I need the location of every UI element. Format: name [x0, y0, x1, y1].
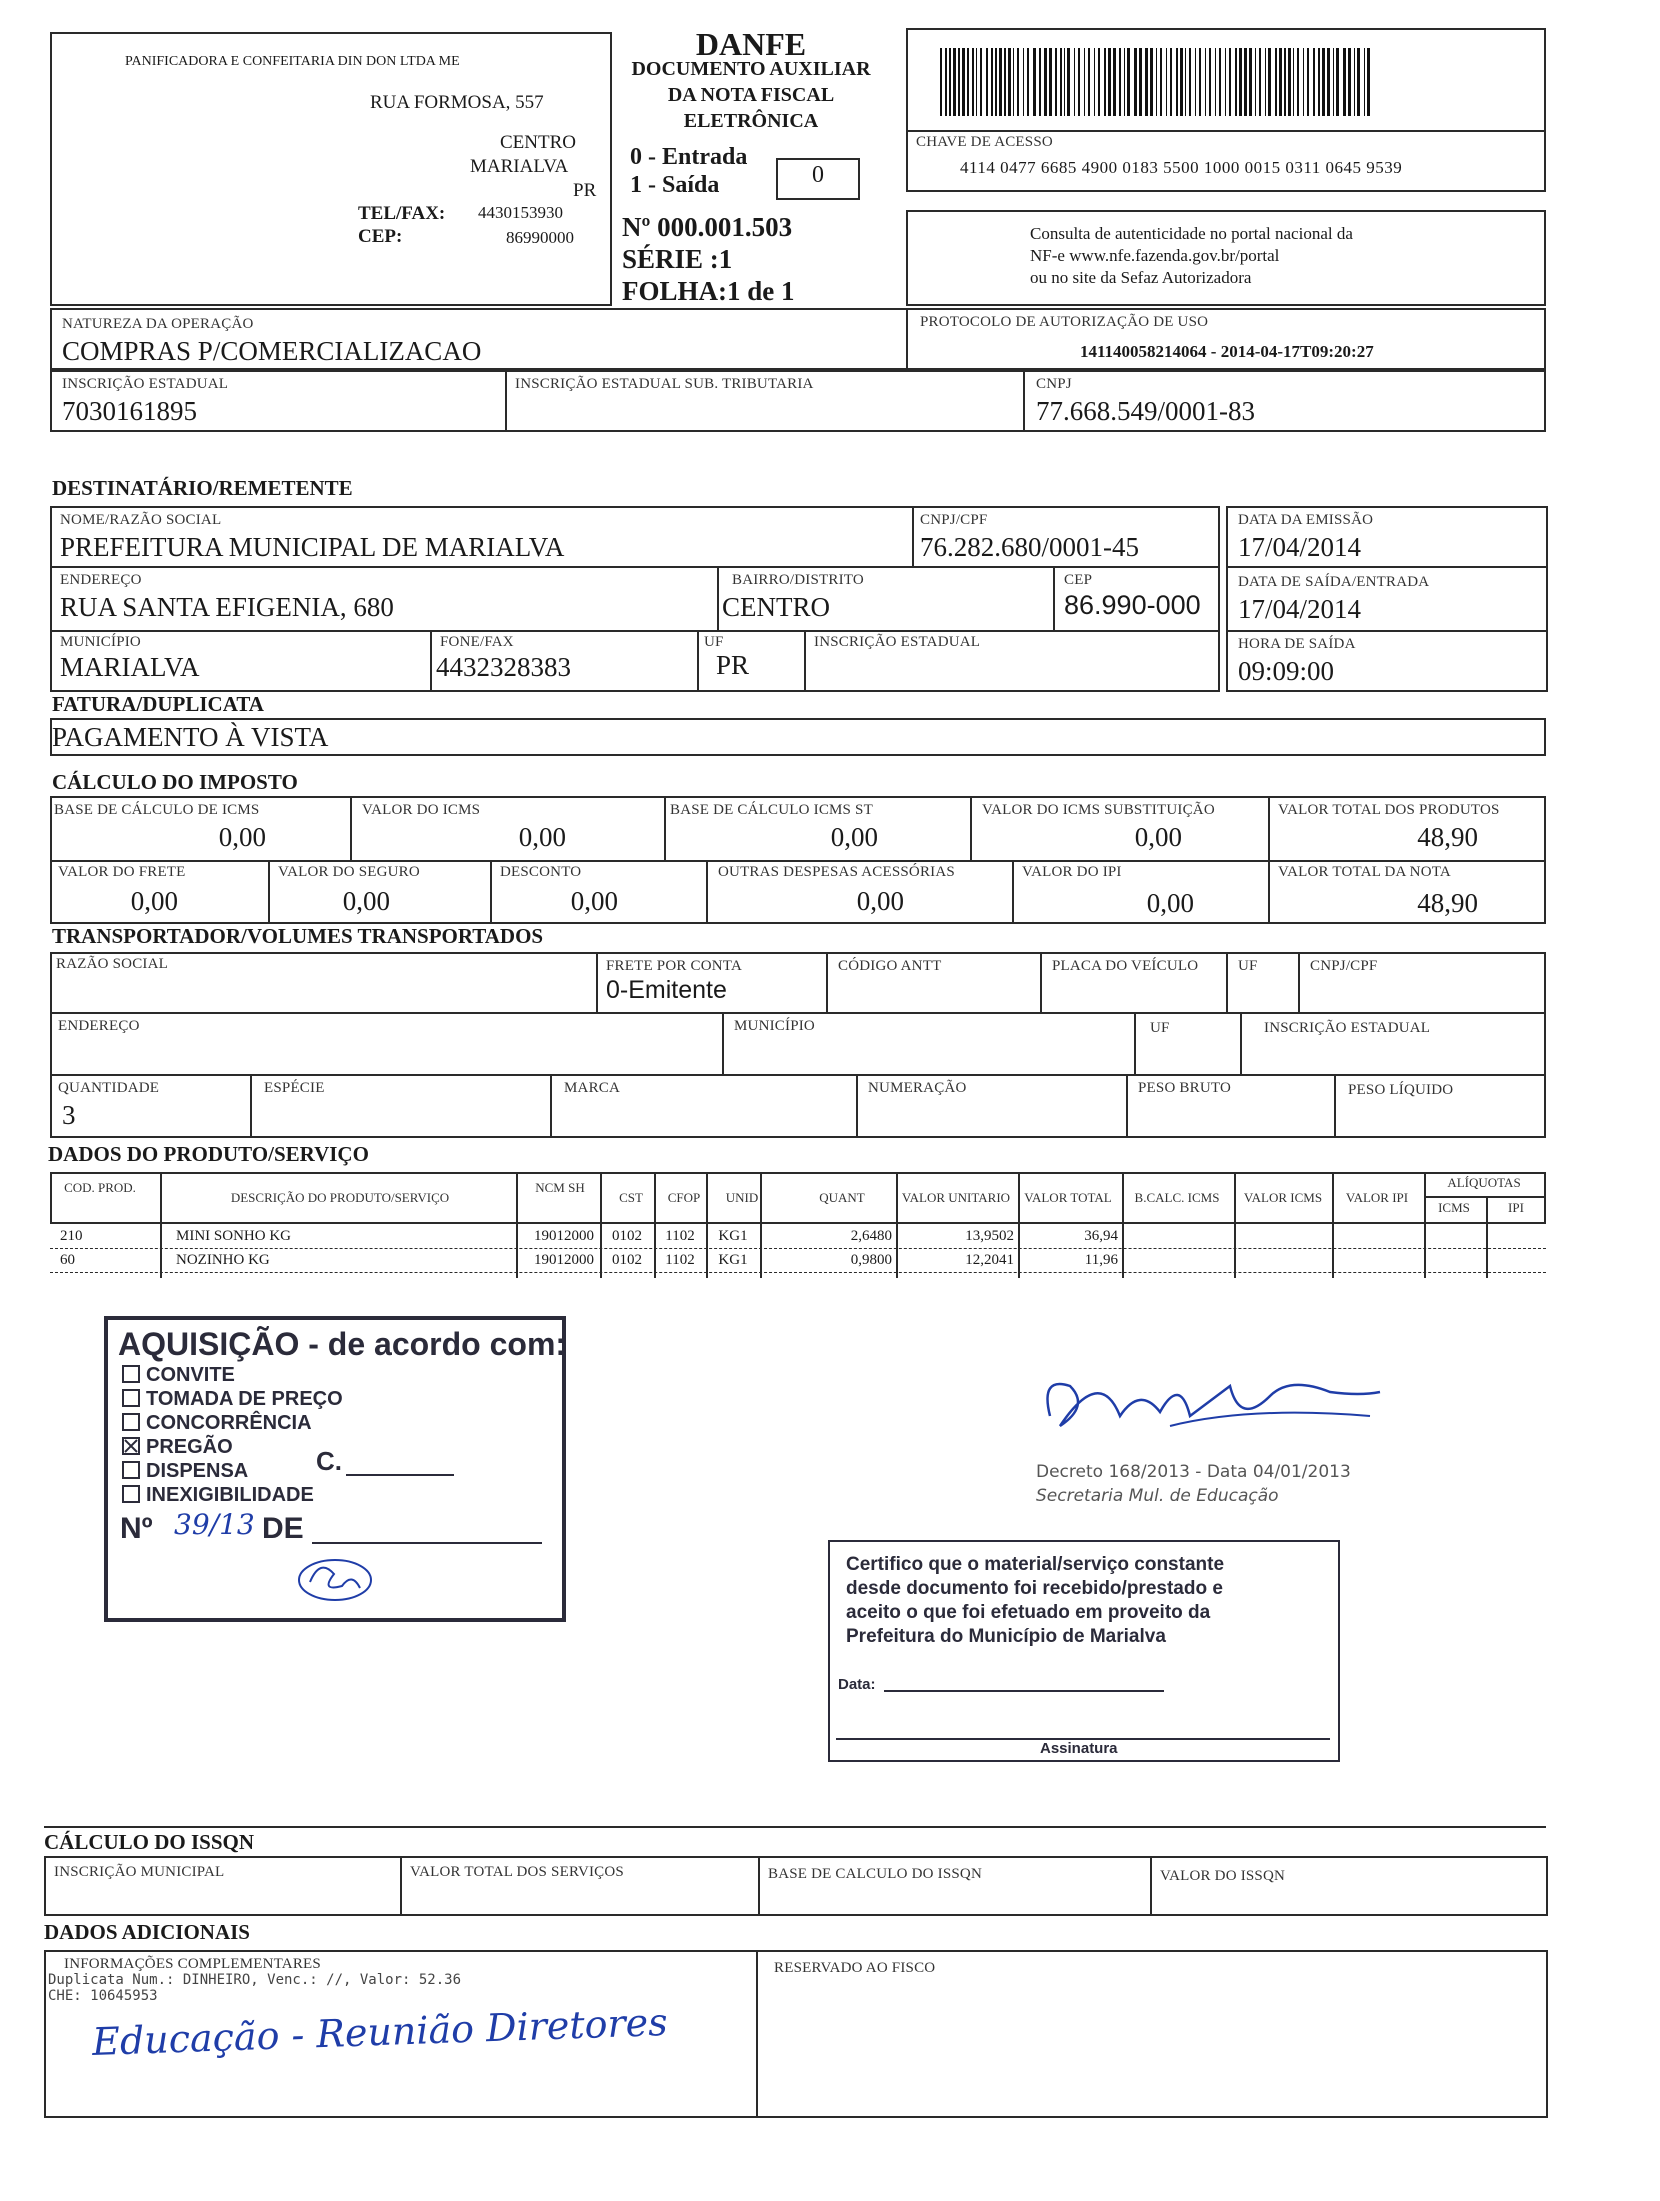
hdr-cod: COD. PROD.	[64, 1180, 136, 1195]
dest-endereco: RUA SANTA EFIGENIA, 680	[60, 592, 394, 622]
dest-vl-2	[717, 566, 719, 630]
dest-municipio-label: MUNICÍPIO	[60, 634, 141, 650]
total-prod: 48,90	[1417, 822, 1478, 852]
dest-fone: 4432328383	[436, 652, 571, 682]
stamp-numero: 39/13	[174, 1508, 255, 1541]
consulta-line-1: Consulta de autenticidade no portal nacional da	[1030, 224, 1353, 243]
consulta-line-2: NF-e www.nfe.fazenda.gov.br/portal	[1030, 246, 1280, 265]
trans-frete-label: FRETE POR CONTA	[606, 958, 742, 974]
imp-vl-5	[268, 860, 270, 924]
desconto-label: DESCONTO	[500, 864, 582, 880]
dest-uf: PR	[716, 650, 750, 680]
info-label: INFORMAÇÕES COMPLEMENTARES	[64, 1956, 321, 1972]
natureza-label: NATUREZA DA OPERAÇÃO	[62, 316, 254, 332]
trans-qtd-label: QUANTIDADE	[58, 1080, 160, 1096]
product-cell-quant: 0,9800	[850, 1252, 892, 1268]
product-cell-cod: 210	[60, 1228, 83, 1244]
dest-saida: 17/04/2014	[1238, 594, 1362, 624]
trans-uf-label: UF	[1238, 958, 1258, 974]
dest-cnpj: 76.282.680/0001-45	[920, 532, 1139, 562]
dates-hl-1	[1226, 566, 1548, 568]
danfe-tipo: 0	[812, 162, 824, 188]
trans-razao-label: RAZÃO SOCIAL	[56, 956, 168, 972]
danfe-saida: 1 - Saída	[630, 172, 720, 198]
ipi-label: VALOR DO IPI	[1022, 864, 1122, 880]
aquisicao-title: AQUISIÇÃO - de acordo com:	[118, 1326, 567, 1362]
product-cell-vtotal: 36,94	[1084, 1228, 1118, 1244]
ipi: 0,00	[1146, 888, 1194, 918]
emitente-tel: 4430153930	[478, 203, 563, 222]
aquisicao-option-label: CONCORRÊNCIA	[146, 1412, 312, 1434]
checkbox-icon	[122, 1365, 140, 1383]
stamp-de-label: DE	[262, 1512, 304, 1545]
emitente-district: CENTRO	[500, 132, 576, 153]
info-line-2: CHE: 10645953	[48, 1988, 158, 2004]
product-col-divider	[516, 1172, 518, 1278]
imp-vl-8	[1012, 860, 1014, 924]
certifico-assinatura: Assinatura	[1040, 1740, 1118, 1757]
trans-vl-1	[596, 952, 598, 1012]
aquisicao-option-label: TOMADA DE PREÇO	[146, 1388, 343, 1410]
product-cell-vunit: 13,9502	[965, 1228, 1014, 1244]
checked-box-icon	[122, 1437, 140, 1455]
transportador-box	[50, 952, 1546, 1138]
trans-vl-11	[856, 1074, 858, 1138]
emitente-cep: 86990000	[506, 228, 574, 247]
emitente-cep-label: CEP:	[358, 226, 403, 247]
dest-vl-4	[430, 630, 432, 692]
dest-cep-label: CEP	[1064, 572, 1093, 588]
dest-vl-1	[912, 506, 914, 566]
seguro: 0,00	[342, 886, 390, 916]
aquisicao-option	[122, 1412, 312, 1435]
natureza-divider	[906, 308, 908, 370]
valor-icms: 0,00	[518, 822, 566, 852]
dest-bairro: CENTRO	[722, 592, 830, 622]
certifico-text-1: Certifico que o material/serviço constante	[846, 1554, 1225, 1575]
issqn-servicos-label: VALOR TOTAL DOS SERVIÇOS	[410, 1864, 624, 1880]
natureza-value: COMPRAS P/COMERCIALIZACAO	[62, 336, 482, 366]
certifico-text-3: aceito o que foi efetuado em proveito da	[846, 1602, 1211, 1623]
director-signature	[1030, 1346, 1390, 1456]
issqn-vl-2	[758, 1856, 760, 1916]
trans-marca-label: MARCA	[564, 1080, 621, 1096]
trans-hl-1	[50, 1012, 1546, 1014]
dest-nome: PREFEITURA MUNICIPAL DE MARIALVA	[60, 532, 565, 562]
dest-emissao: 17/04/2014	[1238, 532, 1362, 562]
danfe-folha: FOLHA:1 de 1	[622, 276, 795, 306]
trans-placa-label: PLACA DO VEÍCULO	[1052, 958, 1199, 974]
table-row	[50, 1248, 1546, 1249]
trans-vl-5	[1298, 952, 1300, 1012]
danfe-subtitle-1: DOCUMENTO AUXILIAR	[631, 58, 871, 80]
hdr-vipi: VALOR IPI	[1345, 1190, 1409, 1205]
valor-icms-label: VALOR DO ICMS	[362, 802, 481, 818]
danfe-entrada: 0 - Entrada	[630, 144, 748, 170]
cnpj-emit-label: CNPJ	[1036, 376, 1072, 392]
aquisicao-option-label: PREGÃO	[146, 1436, 233, 1458]
imp-vl-3	[970, 796, 972, 860]
hdr-vtotal: VALOR TOTAL	[1024, 1190, 1112, 1205]
hdr-aliq: ALÍQUOTAS	[1447, 1175, 1521, 1190]
frete-label: VALOR DO FRETE	[58, 864, 186, 880]
protocolo-value: 141140058214064 - 2014-04-17T09:20:27	[1080, 342, 1374, 361]
imp-vl-2	[664, 796, 666, 860]
dest-hl-2	[50, 630, 1220, 632]
imp-vl-6	[490, 860, 492, 924]
dest-emissao-label: DATA DA EMISSÃO	[1238, 512, 1374, 528]
dest-cnpj-label: CNPJ/CPF	[920, 512, 988, 528]
certifico-data-label: Data:	[838, 1676, 876, 1693]
frete: 0,00	[130, 886, 178, 916]
emitente-name: PANIFICADORA E CONFEITARIA DIN DON LTDA ME	[125, 54, 460, 69]
product-cell-cst: 0102	[612, 1228, 642, 1244]
danfe-numero: Nº 000.001.503	[622, 212, 793, 242]
issqn-valor-label: VALOR DO ISSQN	[1160, 1868, 1286, 1884]
total-nota: 48,90	[1417, 888, 1478, 918]
issqn-vl-1	[400, 1856, 402, 1916]
trans-especie-label: ESPÉCIE	[264, 1080, 325, 1096]
danfe-subtitle-2: DA NOTA FISCAL	[667, 84, 835, 106]
adicionais-vl	[756, 1950, 758, 2118]
hdr-ncm: NCM SH	[535, 1180, 585, 1195]
ie-divider-1	[505, 370, 507, 432]
trans-ie-label: INSCRIÇÃO ESTADUAL	[1264, 1020, 1431, 1036]
trans-vl-8	[1240, 1012, 1242, 1074]
product-cell-unid: KG1	[718, 1252, 748, 1268]
hdr-desc: DESCRIÇÃO DO PRODUTO/SERVIÇO	[230, 1190, 450, 1205]
stamp-date-line	[312, 1542, 542, 1544]
stamp-numero-label: Nº	[120, 1512, 153, 1545]
dates-hl-2	[1226, 630, 1548, 632]
dest-uf-label: UF	[704, 634, 724, 650]
signature-line-1: Decreto 168/2013 - Data 04/01/2013	[1036, 1462, 1351, 1482]
imposto-section: CÁLCULO DO IMPOSTO	[52, 770, 298, 794]
product-cell-quant: 2,6480	[850, 1228, 892, 1244]
dest-hl-1	[50, 566, 1220, 568]
aquisicao-option	[122, 1364, 235, 1387]
fatura-value: PAGAMENTO À VISTA	[52, 722, 329, 752]
aquisicao-option-label: INEXIGIBILIDADE	[146, 1484, 314, 1506]
total-nota-label: VALOR TOTAL DA NOTA	[1278, 864, 1451, 880]
transportador-section: TRANSPORTADOR/VOLUMES TRANSPORTADOS	[52, 924, 544, 948]
trans-vl-4	[1226, 952, 1228, 1012]
product-col-divider	[1234, 1172, 1236, 1278]
desconto: 0,00	[570, 886, 618, 916]
dest-hora: 09:09:00	[1238, 656, 1335, 686]
danfe-title: DANFE	[695, 26, 807, 62]
trans-vl-3	[1040, 952, 1042, 1012]
product-cell-unid: KG1	[718, 1228, 748, 1244]
emitente-tel-label: TEL/FAX:	[358, 203, 446, 224]
issqn-top-line	[44, 1826, 1546, 1828]
trans-frete: 0-Emitente	[606, 976, 727, 1004]
valor-st: 0,00	[1134, 822, 1182, 852]
danfe-serie: SÉRIE :1	[622, 244, 733, 274]
aquisicao-option-label: CONVITE	[146, 1364, 235, 1386]
hdr-aipi: IPI	[1508, 1200, 1524, 1215]
issqn-vl-3	[1150, 1856, 1152, 1916]
access-key-barcode	[940, 48, 1520, 116]
emitente-state: PR	[573, 180, 597, 201]
imposto-hl	[50, 860, 1546, 862]
product-cell-ncm: 19012000	[534, 1228, 594, 1244]
trans-vl-13	[1334, 1074, 1336, 1138]
consulta-line-3: ou no site da Sefaz Autorizadora	[1030, 268, 1252, 287]
hdr-unid: UNID	[725, 1190, 759, 1205]
signature-line-2: Secretaria Mul. de Educação	[1036, 1486, 1279, 1506]
total-prod-label: VALOR TOTAL DOS PRODUTOS	[1278, 802, 1500, 818]
aquisicao-option	[122, 1388, 343, 1411]
product-cell-desc: NOZINHO KG	[176, 1252, 270, 1268]
imp-vl-4	[1268, 796, 1270, 924]
seguro-label: VALOR DO SEGURO	[278, 864, 420, 880]
aquisicao-option	[122, 1484, 314, 1507]
product-cell-vtotal: 11,96	[1084, 1252, 1118, 1268]
issqn-base-label: BASE DE CALCULO DO ISSQN	[768, 1866, 982, 1882]
trans-municipio-label: MUNICÍPIO	[734, 1018, 815, 1034]
hdr-cfop: CFOP	[667, 1190, 701, 1205]
dest-endereco-label: ENDEREÇO	[60, 572, 142, 588]
info-line-1: Duplicata Num.: DINHEIRO, Venc.: //, Valor: 52.36	[48, 1972, 462, 1988]
fatura-section: FATURA/DUPLICATA	[52, 692, 264, 716]
produtos-section: DADOS DO PRODUTO/SERVIÇO	[48, 1142, 369, 1166]
dest-municipio: MARIALVA	[60, 652, 200, 682]
aquisicao-option	[122, 1460, 248, 1483]
hdr-cst: CST	[619, 1190, 643, 1205]
hdr-quant: QUANT	[819, 1190, 865, 1205]
ie-value: 7030161895	[62, 396, 197, 426]
dest-cep: 86.990-000	[1064, 590, 1201, 620]
trans-vl-6	[722, 1012, 724, 1074]
aliquotas-divider	[1424, 1196, 1546, 1198]
product-cell-cfop: 1102	[665, 1252, 695, 1268]
product-cell-vunit: 12,2041	[965, 1252, 1014, 1268]
trans-vl-12	[1126, 1074, 1128, 1138]
trans-antt-label: CÓDIGO ANTT	[838, 958, 942, 974]
trans-cnpj-label: CNPJ/CPF	[1310, 958, 1378, 974]
dest-fone-label: FONE/FAX	[440, 634, 514, 650]
emitente-city: MARIALVA	[470, 156, 569, 177]
aquisicao-option	[122, 1436, 233, 1459]
stamp-initials-mark	[290, 1552, 380, 1608]
issqn-im-label: INSCRIÇÃO MUNICIPAL	[54, 1864, 225, 1880]
product-cell-cst: 0102	[612, 1252, 642, 1268]
trans-vl-9	[250, 1074, 252, 1138]
base-icms: 0,00	[218, 822, 266, 852]
handwritten-note: Educação - Reunião Diretores	[91, 1999, 669, 2065]
fisco-label: RESERVADO AO FISCO	[774, 1960, 936, 1976]
trans-vl-2	[826, 952, 828, 1012]
hdr-bcalc: B.CALC. ICMS	[1134, 1190, 1220, 1205]
product-cell-desc: MINI SONHO KG	[176, 1228, 291, 1244]
outras-label: OUTRAS DESPESAS ACESSÓRIAS	[718, 864, 955, 880]
checkbox-icon	[122, 1485, 140, 1503]
chave-value: 4114 0477 6685 4900 0183 5500 1000 0015 0311 0645 9539	[960, 158, 1403, 177]
base-st-label: BASE DE CÁLCULO ICMS ST	[670, 802, 873, 818]
hdr-vunit: VALOR UNITARIO	[901, 1190, 1011, 1205]
imp-vl-1	[350, 796, 352, 860]
checkbox-icon	[122, 1413, 140, 1431]
product-col-divider	[1122, 1172, 1124, 1278]
aquisicao-option-label: DISPENSA	[146, 1460, 249, 1482]
trans-endereco-label: ENDEREÇO	[58, 1018, 140, 1034]
product-col-divider	[160, 1172, 162, 1278]
stamp-c-label: C.	[316, 1446, 342, 1476]
dest-hora-label: HORA DE SAÍDA	[1238, 636, 1356, 652]
stamp-c-line	[346, 1474, 454, 1476]
trans-hl-2	[50, 1074, 1546, 1076]
trans-uf2-label: UF	[1150, 1020, 1170, 1036]
dest-ie-label: INSCRIÇÃO ESTADUAL	[814, 634, 981, 650]
product-cell-cod: 60	[60, 1252, 75, 1268]
product-cell-ncm: 19012000	[534, 1252, 594, 1268]
dest-nome-label: NOME/RAZÃO SOCIAL	[60, 512, 222, 528]
dest-vl-3	[1053, 566, 1055, 630]
dest-saida-label: DATA DE SAÍDA/ENTRADA	[1238, 574, 1430, 590]
trans-vl-7	[1134, 1012, 1136, 1074]
protocolo-label: PROTOCOLO DE AUTORIZAÇÃO DE USO	[920, 314, 1209, 330]
base-st: 0,00	[830, 822, 878, 852]
certifico-data-line	[884, 1690, 1164, 1692]
base-icms-label: BASE DE CÁLCULO DE ICMS	[54, 802, 260, 818]
ie-label: INSCRIÇÃO ESTADUAL	[62, 376, 229, 392]
issqn-box	[44, 1856, 1548, 1916]
barcode-divider	[906, 130, 1546, 132]
dest-vl-6	[804, 630, 806, 692]
product-cell-cfop: 1102	[665, 1228, 695, 1244]
trans-qtd: 3	[62, 1100, 76, 1130]
cnpj-emit-value: 77.668.549/0001-83	[1036, 396, 1255, 426]
danfe-subtitle-3: ELETRÔNICA	[683, 110, 819, 132]
trans-liquido-label: PESO LÍQUIDO	[1348, 1082, 1454, 1098]
trans-vl-10	[550, 1074, 552, 1138]
ie-sub-label: INSCRIÇÃO ESTADUAL SUB. TRIBUTARIA	[515, 376, 814, 392]
trans-bruto-label: PESO BRUTO	[1138, 1080, 1231, 1096]
adicionais-section: DADOS ADICIONAIS	[44, 1920, 250, 1944]
dest-bairro-label: BAIRRO/DISTRITO	[732, 572, 864, 588]
trans-numeracao-label: NUMERAÇÃO	[868, 1080, 967, 1096]
destinatario-section: DESTINATÁRIO/REMETENTE	[52, 476, 353, 500]
product-col-divider	[1332, 1172, 1334, 1278]
checkbox-icon	[122, 1389, 140, 1407]
valor-st-label: VALOR DO ICMS SUBSTITUIÇÃO	[982, 802, 1215, 818]
table-row	[50, 1272, 1546, 1273]
hdr-vicms: VALOR ICMS	[1243, 1190, 1323, 1205]
dest-vl-5	[697, 630, 699, 692]
checkbox-icon	[122, 1461, 140, 1479]
emitente-street: RUA FORMOSA, 557	[370, 92, 544, 113]
issqn-section: CÁLCULO DO ISSQN	[44, 1830, 255, 1854]
hdr-aicms: ICMS	[1438, 1200, 1470, 1215]
certifico-text-2: desde documento foi recebido/prestado e	[846, 1578, 1223, 1599]
ie-divider-2	[1023, 370, 1025, 432]
chave-label: CHAVE DE ACESSO	[916, 134, 1053, 150]
outras: 0,00	[856, 886, 904, 916]
certifico-text-4: Prefeitura do Município de Marialva	[846, 1626, 1166, 1647]
imp-vl-7	[706, 860, 708, 924]
